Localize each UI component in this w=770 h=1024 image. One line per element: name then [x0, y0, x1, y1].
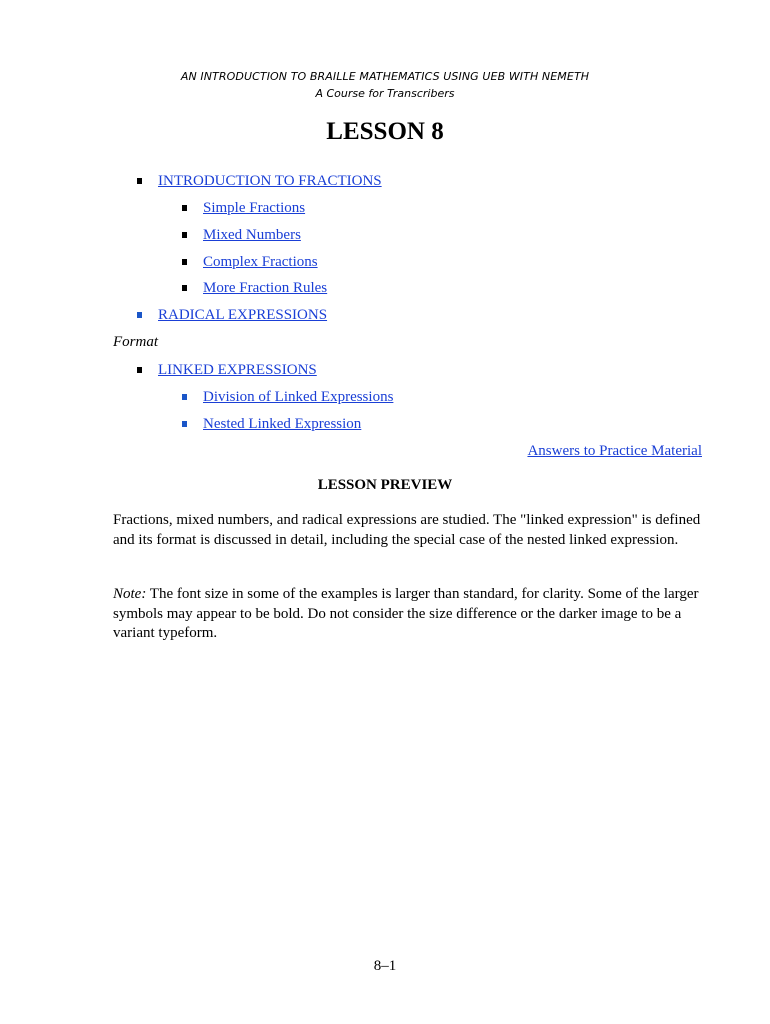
toc-link-linked-expressions[interactable]: LINKED EXPRESSIONS	[158, 362, 317, 378]
square-bullet-icon	[137, 178, 142, 184]
toc-item-division-linked	[182, 388, 393, 406]
page-number: 8–1	[373, 958, 397, 974]
toc-link-mixed-numbers[interactable]: Mixed Numbers	[203, 227, 301, 243]
square-bullet-icon	[182, 394, 187, 400]
note-text: The font size in some of the examples is larger than standard, for clarity. Some of the larger symbols may appear to be bold. Do not consider the size difference or the darker image to be a variant typeform.	[113, 586, 699, 641]
toc-link-division-linked[interactable]: Division of Linked Expressions	[203, 389, 394, 405]
lesson-title: LESSON 8	[326, 118, 444, 145]
toc-item-simple-fractions	[182, 199, 305, 217]
toc-link-complex-fractions[interactable]: Complex Fractions	[203, 254, 318, 270]
toc-link-radical-expressions[interactable]: RADICAL EXPRESSIONS	[158, 307, 328, 323]
toc-item-linked-expressions	[137, 361, 317, 379]
square-bullet-icon	[182, 259, 187, 265]
lesson-preview-heading: LESSON PREVIEW	[317, 477, 453, 493]
toc-link-simple-fractions[interactable]: Simple Fractions	[203, 200, 306, 216]
toc-item-radical-expressions	[137, 306, 327, 324]
preview-paragraph: Fractions, mixed numbers, and radical expressions are studied. The "linked expression" is defined and its format is discussed in detail, including the special case of the nested linked expression.	[113, 512, 701, 548]
toc-link-more-fraction-rules[interactable]: More Fraction Rules	[203, 280, 328, 296]
square-bullet-icon	[182, 285, 187, 291]
toc-link-intro-fractions[interactable]: INTRODUCTION TO FRACTIONS	[158, 173, 382, 189]
square-bullet-icon	[137, 367, 142, 373]
running-header-title: AN INTRODUCTION TO BRAILLE MATHEMATICS USING UEB WITH NEMETH	[180, 70, 590, 83]
running-header-subtitle: A Course for Transcribers	[315, 87, 455, 100]
toc-item-complex-fractions	[182, 253, 318, 271]
toc-item-nested-linked	[182, 415, 361, 433]
answers-link[interactable]: Answers to Practice Material	[527, 443, 702, 459]
toc-link-nested-linked[interactable]: Nested Linked Expression	[203, 416, 362, 432]
format-label: Format	[113, 334, 158, 350]
toc-item-mixed-numbers	[182, 226, 301, 244]
note-paragraph	[113, 585, 705, 644]
square-bullet-icon	[182, 421, 187, 427]
square-bullet-icon	[182, 232, 187, 238]
square-bullet-icon	[137, 312, 142, 318]
toc-item-more-fraction-rules	[182, 279, 327, 297]
square-bullet-icon	[182, 205, 187, 211]
note-label: Note:	[113, 586, 147, 602]
toc-item-intro-fractions	[137, 172, 382, 190]
